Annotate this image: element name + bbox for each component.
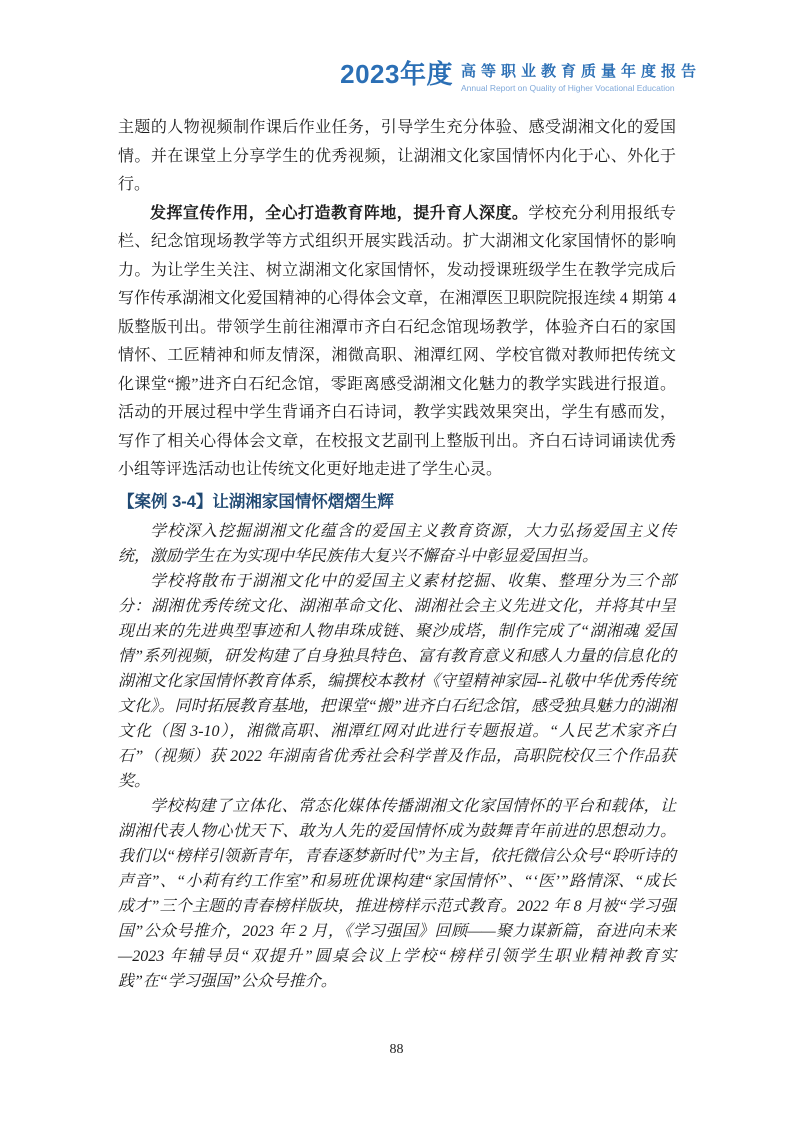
page-body (118, 114, 676, 994)
report-title-chinese: 高等职业教育质量年度报告 (460, 63, 701, 80)
paragraph-continuation: 主题的人物视频制作课后作业任务，引导学生充分体验、感受湖湘文化的爱国情。并在课堂上分享学生的优秀视频，让湖湘文化家国情怀内化于心、外化于行。 (118, 119, 676, 193)
report-title-english: Annual Report on Quality of Higher Vocational Education (460, 83, 675, 93)
paragraph-publicity (118, 200, 676, 485)
case-study-heading: 【案例 3-4】让湖湘家国情怀熠熠生辉 (118, 492, 394, 511)
paragraph-body-text: 学校充分利用报纸专栏、纪念馆现场教学等方式组织开展实践活动。扩大湖湘文化家国情怀的影响力。为让学生关注、树立湖湘文化家国情怀，发动授课班级学生在教学完成后写作传承湖湘文化爱国精神的心得体会文章，在湘潭医卫职院院报连续 4 期第 4 版整版刊出。带领学生前往湘潭市齐白石纪念馆现场教学，体验齐白石的家国情怀、工匠精神和师友情深，湘微高职、湘潭红网、学校官微对教师把传统文化课堂“搬”进齐白石纪念馆，零距离感受湖湘文化魅力的教学实践进行报道。活动的开展过程中学生背诵齐白石诗词，教学实践效果突出，学生有感而发，写作了相关心得体会文章，在校报文艺副刊上整版刊出。齐白石诗词诵读优秀小组等评选活动也让传统文化更好地走进了学生心灵。 (118, 204, 676, 478)
case-paragraph-3: 学校构建了立体化、常态化媒体传播湖湘文化家国情怀的平台和载体，让湖湘代表人物心忧天下、敢为人先的爱国情怀成为鼓舞青年前进的思想动力。我们以“榜样引领新青年，青春逐梦新时代”为主旨，依托微信公众号“聆听诗的声音”、“小莉有约工作室”和易班优课构建“家国情怀”、“‘医’”路情深、“成长成才”三个主题的青春榜样版块，推进榜样示范式教育。2022 年 8 月被“学习强国”公众号推介，2023 年 2 月，《学习强国》回顾——聚力谋新篇，奋进向未来—2023 年辅导员“双提升”圆桌会议上学校“榜样引领学生职业精神教育实践”在“学习强国”公众号推介。 (118, 797, 676, 990)
paragraph-lead-bold: 发挥宣传作用，全心打造教育阵地，提升育人深度。 (150, 204, 529, 222)
report-title-block (461, 54, 701, 93)
page-number: 88 (389, 1042, 404, 1057)
report-year-label: 2023年度 (340, 59, 453, 89)
report-header (340, 54, 701, 94)
case-paragraph-1: 学校深入挖掘湖湘文化蕴含的爱国主义教育资源，大力弘扬爱国主义传统，激励学生在为实现中华民族伟大复兴不懈奋斗中彰显爱国担当。 (118, 522, 676, 565)
case-paragraph-2: 学校将散布于湖湘文化中的爱国主义素材挖掘、收集、整理分为三个部分：湖湘优秀传统文化、湖湘革命文化、湖湘社会主义先进文化，并将其中呈现出来的先进典型事迹和人物串珠成链、聚沙成塔，制作完成了“湖湘魂 爱国情”系列视频，研发构建了自身独具特色、富有教育意义和感人力量的信息化的湖湘文化家国情怀教育体系，编撰校本教材《守望精神家园--礼敬中华优秀传统文化》。同时拓展教育基地，把课堂“搬”进齐白石纪念馆，感受独具魅力的湖湘文化（图 3-10），湘微高职、湘潭红网对此进行专题报道。“人民艺术家齐白石”（视频）获 2022 年湖南省优秀社会科学普及作品，高职院校仅三个作品获奖。 (118, 572, 676, 790)
